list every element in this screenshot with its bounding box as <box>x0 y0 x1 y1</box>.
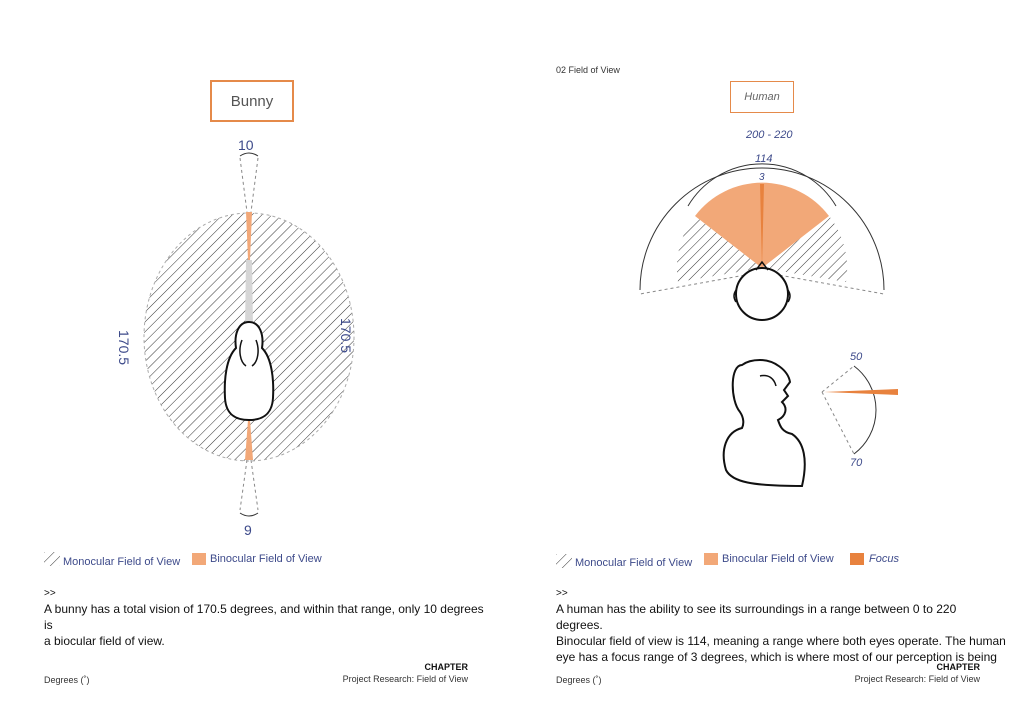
human-head-top <box>736 268 788 320</box>
sight-line <box>240 158 247 212</box>
human-title: Human <box>744 91 780 103</box>
monocular-legend-swatch <box>44 552 60 566</box>
bunny-field-diagram <box>0 130 512 550</box>
top-angle-label: 10 <box>238 137 254 153</box>
top-angle-arc <box>240 153 258 156</box>
down-angle-label: 70 <box>850 457 863 469</box>
footer-degrees: Degrees (˚) <box>556 675 602 685</box>
human-description-line: eye has a focus range of 3 degrees, which is where most of our perception is being <box>556 650 997 664</box>
monocular-legend-label: Monocular Field of View <box>63 556 181 568</box>
bunny-description <box>44 601 484 649</box>
bunny-title-box <box>210 80 294 122</box>
focus-legend-swatch <box>850 553 864 565</box>
human-description-line: Binocular field of view is 114, meaning a range where both eyes operate. The human <box>556 634 1006 648</box>
monocular-legend-swatch <box>556 554 572 568</box>
binocular-legend-label: Binocular Field of View <box>722 553 834 565</box>
monocular-legend-label: Monocular Field of View <box>575 557 693 569</box>
binocular-legend-swatch <box>192 553 206 565</box>
vertical-field-arc <box>854 366 876 454</box>
blind-zone <box>245 260 253 330</box>
sight-line <box>822 392 854 454</box>
sight-line <box>251 460 258 510</box>
total-angle-label: 200 - 220 <box>746 129 793 141</box>
footer-section: Project Research: Field of View <box>342 674 468 684</box>
binocular-angle-label: 114 <box>755 153 773 165</box>
section-label: 02 Field of View <box>556 65 620 75</box>
human-profile <box>724 360 805 486</box>
footer-section: Project Research: Field of View <box>854 674 980 684</box>
right-angle-label: 170.5 <box>338 318 354 354</box>
human-description <box>556 601 1006 665</box>
focus-angle-label: 3 <box>759 172 765 183</box>
binocular-legend-label: Binocular Field of View <box>210 553 322 565</box>
sight-line <box>822 366 854 392</box>
human-title-box <box>730 81 794 113</box>
footer-chapter: CHAPTER <box>424 662 468 672</box>
left-angle-label: 170.5 <box>116 330 132 366</box>
paragraph-marker: >> <box>556 588 568 599</box>
focus-legend-label: Focus <box>869 553 899 565</box>
human-field-diagram <box>512 120 1024 510</box>
footer-degrees: Degrees (˚) <box>44 675 90 685</box>
sight-line <box>251 158 258 212</box>
bunny-description-line: a biocular field of view. <box>44 634 165 648</box>
binocular-legend-swatch <box>704 553 718 565</box>
vertical-focus-wedge <box>824 389 898 395</box>
bunny-title: Bunny <box>230 92 274 110</box>
paragraph-marker: >> <box>44 588 56 599</box>
sight-line <box>240 460 247 510</box>
footer-chapter: CHAPTER <box>936 662 980 672</box>
up-angle-label: 50 <box>850 351 863 363</box>
bottom-angle-arc <box>240 513 258 516</box>
human-description-line: A human has the ability to see its surroundings in a range between 0 to 220 degrees. <box>556 602 957 632</box>
right-page <box>512 0 1024 727</box>
bottom-angle-label: 9 <box>244 522 252 538</box>
bunny-description-line: A bunny has a total vision of 170.5 degrees, and within that range, only 10 degrees is <box>44 602 484 632</box>
